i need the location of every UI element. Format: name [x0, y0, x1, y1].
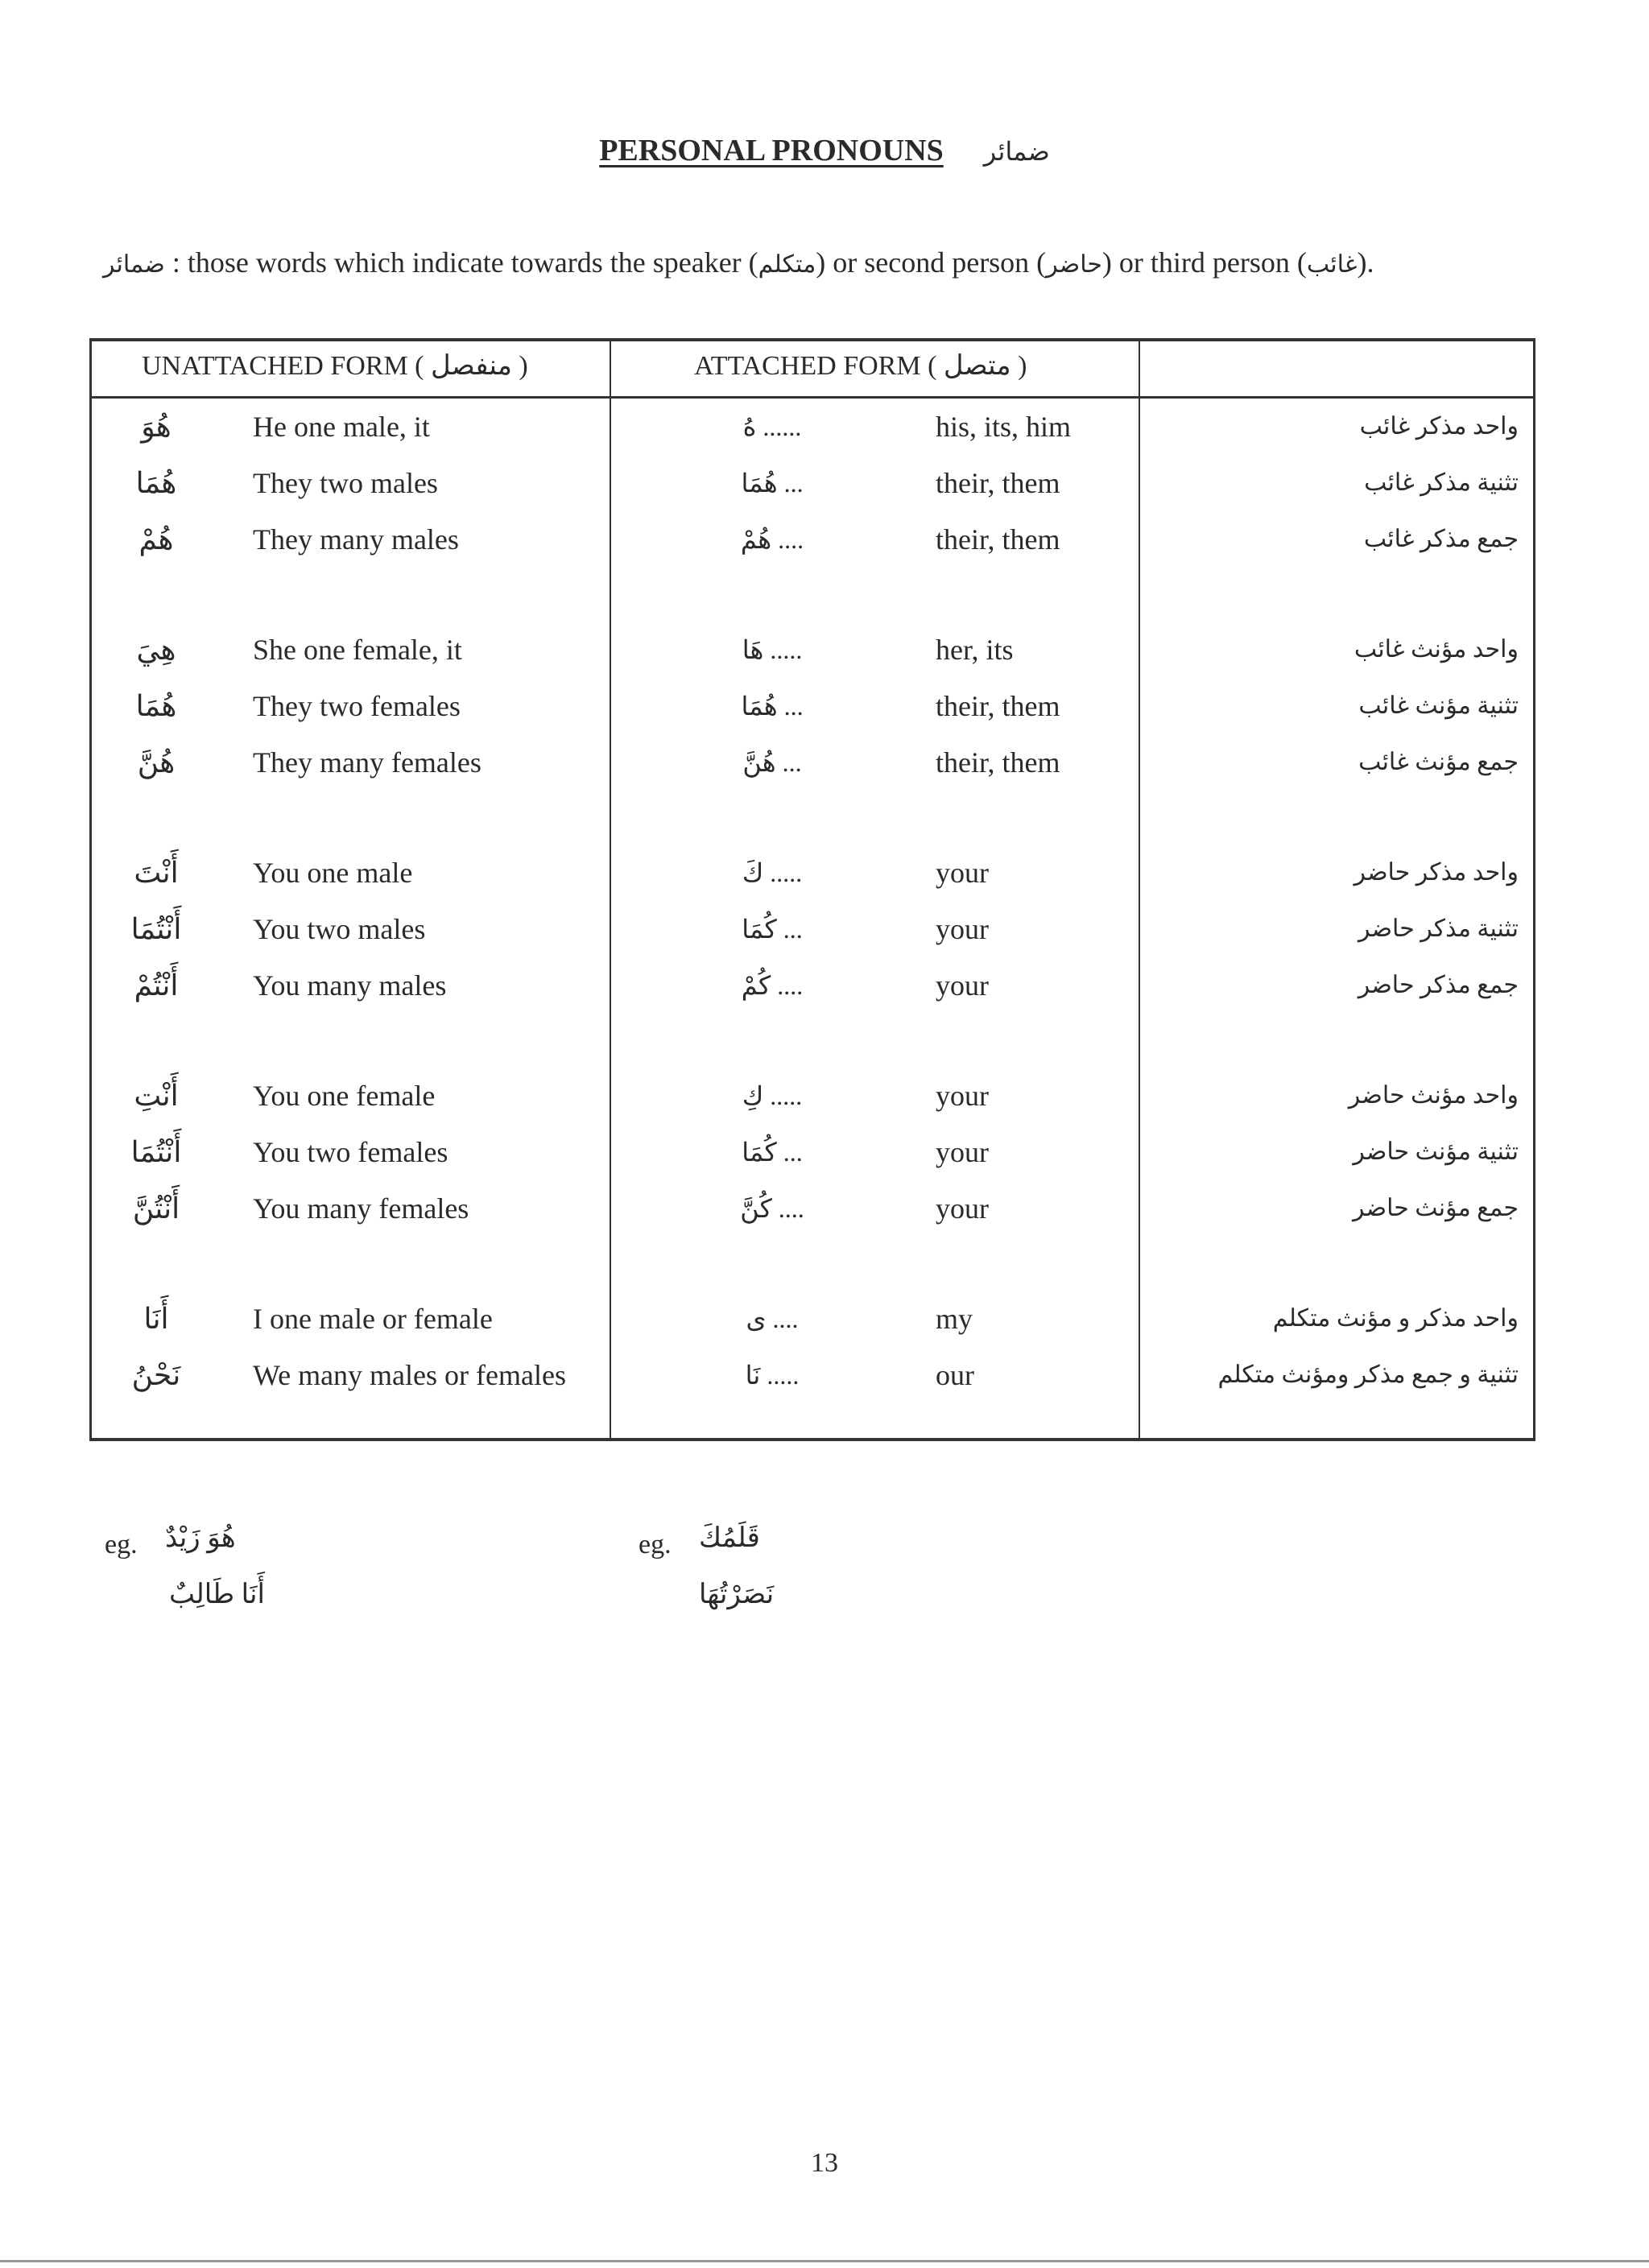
- category-label: تثنية مذكر غائب: [1364, 469, 1519, 496]
- attached-suffix: ...... هُ: [742, 412, 802, 441]
- attached-meaning: your: [936, 1136, 989, 1168]
- unattached-pronoun: هُمَا: [135, 467, 177, 499]
- unattached-meaning: He one male, it: [253, 411, 430, 443]
- attached-meaning: your: [936, 913, 989, 945]
- category-label: جمع مذكر حاضر: [1358, 972, 1519, 998]
- unattached-meaning: She one female, it: [253, 634, 462, 666]
- unattached-meaning: You one female: [253, 1080, 436, 1112]
- attached-meaning: their, them: [936, 467, 1060, 499]
- intro-text-4: ).: [1357, 246, 1374, 279]
- unattached-pronoun: هُمَا: [135, 690, 177, 722]
- intro-definition: [103, 246, 1374, 279]
- category-label: تثنية و جمع مذكر ومؤنث متكلم: [1217, 1361, 1519, 1388]
- example-attached-line-2: نَصَرْتُهَا: [699, 1580, 775, 1609]
- intro-third: غائب: [1306, 251, 1358, 278]
- example-unattached-line-1: هُوَ زَيْدٌ: [165, 1523, 236, 1553]
- unattached-meaning: You many males: [253, 969, 447, 1002]
- attached-suffix: ..... كِ: [742, 1081, 803, 1110]
- unattached-meaning: We many males or females: [253, 1359, 566, 1391]
- category-label: واحد مؤنث غائب: [1354, 636, 1519, 663]
- example-attached-label: eg.: [639, 1530, 672, 1560]
- example-attached-line-1: قَلَمُكَ: [699, 1523, 760, 1553]
- unattached-meaning: You many females: [253, 1192, 469, 1225]
- intro-term: ضمائر: [103, 251, 165, 278]
- intro-text-1: : those words which indicate towards the speaker (: [164, 246, 758, 279]
- unattached-meaning: They two males: [253, 467, 438, 499]
- title-arabic: ضمائر: [983, 137, 1050, 166]
- unattached-pronoun: أَنْتُنَّ: [132, 1192, 180, 1225]
- category-label: تثنية مذكر حاضر: [1358, 915, 1519, 942]
- unattached-pronoun: هِيَ: [136, 634, 176, 666]
- attached-meaning: my: [936, 1303, 973, 1335]
- attached-suffix: ..... كَ: [742, 858, 803, 887]
- header-attached: ATTACHED FORM ( متصل ): [694, 351, 1027, 381]
- attached-meaning: his, its, him: [936, 411, 1072, 443]
- category-label: جمع مؤنث غائب: [1358, 749, 1519, 775]
- unattached-pronoun: أَنَا: [143, 1303, 169, 1335]
- unattached-meaning: I one male or female: [253, 1303, 493, 1335]
- attached-suffix: .... كُمْ: [741, 971, 804, 1000]
- attached-meaning: your: [936, 1192, 989, 1225]
- attached-suffix: ... هُمَا: [741, 469, 804, 498]
- unattached-meaning: They many males: [253, 523, 459, 556]
- attached-suffix: ... كُمَا: [742, 915, 803, 944]
- page-number: 13: [811, 2148, 838, 2178]
- attached-meaning: your: [936, 969, 989, 1002]
- category-label: جمع مذكر غائب: [1363, 526, 1519, 552]
- attached-meaning: their, them: [936, 523, 1060, 556]
- attached-suffix: .... كُنَّ: [740, 1194, 804, 1223]
- attached-suffix: .... ى: [746, 1304, 799, 1333]
- example-unattached-label: eg.: [105, 1530, 138, 1560]
- attached-meaning: your: [936, 1080, 989, 1112]
- page-title: [0, 133, 1649, 168]
- category-label: واحد مذكر غائب: [1359, 413, 1519, 440]
- unattached-meaning: You two females: [253, 1136, 448, 1168]
- category-label: تثنية مؤنث غائب: [1358, 692, 1519, 719]
- intro-text-2: ) or second person (: [816, 246, 1047, 279]
- unattached-pronoun: هُنَّ: [137, 746, 176, 779]
- category-label: واحد مذكر و مؤنث متكلم: [1272, 1305, 1519, 1332]
- attached-meaning: their, them: [936, 690, 1060, 722]
- attached-suffix: ... هُنَّ: [742, 748, 802, 777]
- unattached-pronoun: هُوَ: [141, 411, 172, 443]
- attached-suffix: ..... نَا: [745, 1361, 800, 1390]
- category-label: واحد مؤنث حاضر: [1348, 1082, 1519, 1109]
- page-edge-line: [0, 2260, 1649, 2262]
- category-label: تثنية مؤنث حاضر: [1353, 1138, 1519, 1165]
- unattached-meaning: You one male: [253, 857, 413, 889]
- unattached-pronoun: نَحْنُ: [131, 1359, 181, 1391]
- attached-suffix: .... هُمْ: [740, 525, 804, 554]
- pronoun-table: [89, 338, 1535, 1441]
- attached-meaning: your: [936, 857, 989, 889]
- attached-suffix: ..... هَا: [742, 635, 803, 664]
- attached-meaning: their, them: [936, 746, 1060, 779]
- intro-second: حاضر: [1046, 251, 1102, 278]
- example-unattached-line-2: أَنَا طَالِبٌ: [169, 1580, 265, 1609]
- header-divider: [92, 396, 1533, 399]
- header-unattached: UNATTACHED FORM ( منفصل ): [142, 351, 528, 381]
- category-label: جمع مؤنث حاضر: [1353, 1195, 1519, 1221]
- category-label: واحد مذكر حاضر: [1354, 859, 1519, 886]
- unattached-pronoun: أَنْتُمَا: [130, 913, 182, 945]
- unattached-pronoun: أَنْتُمَا: [130, 1136, 182, 1168]
- intro-text-3: ) or third person (: [1101, 246, 1307, 279]
- intro-speaker: متكلم: [758, 251, 816, 278]
- attached-suffix: ... كُمَا: [742, 1138, 803, 1167]
- unattached-pronoun: أَنْتِ: [134, 1080, 179, 1112]
- unattached-pronoun: هُمْ: [138, 523, 174, 556]
- attached-suffix: ... هُمَا: [741, 692, 804, 721]
- attached-meaning: our: [936, 1359, 974, 1391]
- unattached-pronoun: أَنْتُمْ: [134, 969, 179, 1002]
- unattached-meaning: They two females: [253, 690, 461, 722]
- unattached-meaning: They many females: [253, 746, 481, 779]
- title-english: PERSONAL PRONOUNS: [599, 134, 944, 167]
- unattached-meaning: You two males: [253, 913, 426, 945]
- column-divider: [610, 341, 611, 1438]
- attached-meaning: her, its: [936, 634, 1014, 666]
- unattached-pronoun: أَنْتَ: [134, 857, 179, 889]
